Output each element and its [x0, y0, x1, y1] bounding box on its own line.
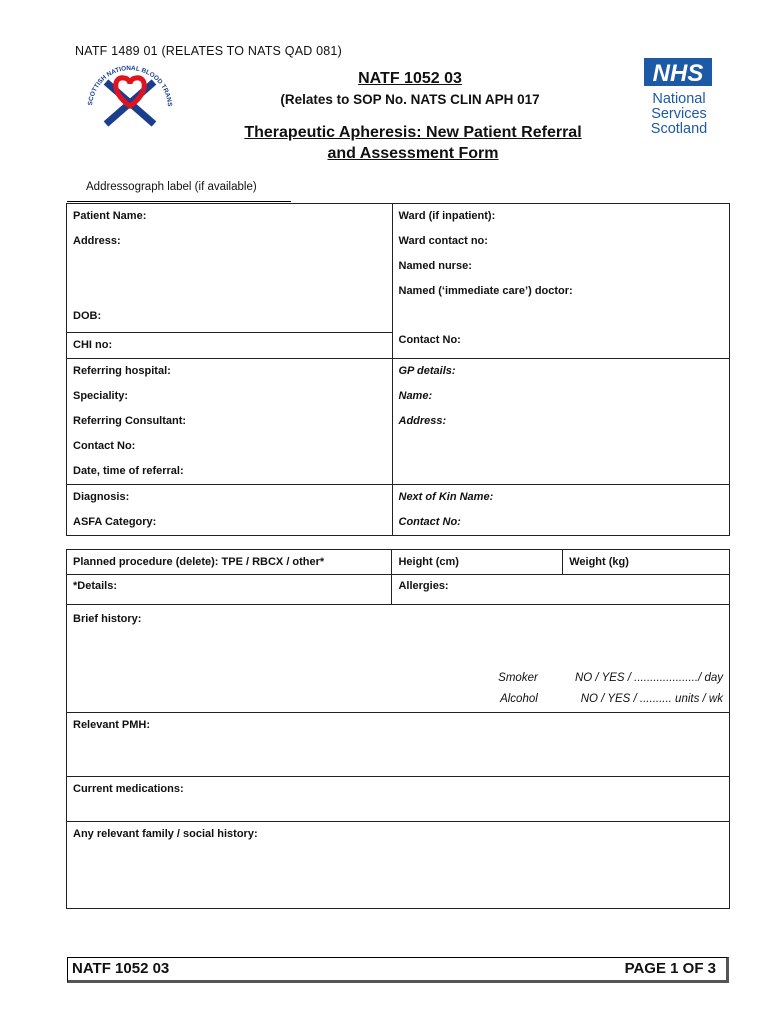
planned-procedure-label: Planned procedure (delete): TPE / RBCX / other* — [73, 556, 325, 568]
gp-details-cell[interactable] — [392, 359, 730, 485]
ward-details-cell[interactable] — [392, 204, 730, 359]
referring-hospital-label: Referring hospital: — [73, 365, 171, 377]
patient-identity-cell[interactable] — [67, 204, 393, 333]
date-time-referral-label: Date, time of referral: — [73, 465, 184, 477]
current-medications-label: Current medications: — [73, 783, 184, 795]
form-title-line-1: Therapeutic Apheresis: New Patient Referral — [244, 124, 582, 141]
footer-page-number: PAGE 1 OF 3 — [624, 960, 716, 977]
chi-label: CHI no: — [73, 339, 113, 351]
patient-details-table — [66, 203, 730, 536]
alcohol-label: Alcohol — [500, 693, 538, 705]
form-title — [208, 122, 618, 164]
gp-address-label: Address: — [398, 415, 447, 427]
document-code: NATF 1052 03 — [358, 70, 462, 87]
nhs-logo-line-3: Scotland — [650, 121, 708, 137]
nhs-nss-logo — [640, 58, 718, 146]
current-medications-cell[interactable] — [67, 777, 730, 822]
asfa-category-label: ASFA Category: — [73, 516, 157, 528]
referral-cell[interactable] — [67, 359, 393, 485]
referring-consultant-label: Referring Consultant: — [73, 415, 187, 427]
ward-label: Ward (if inpatient): — [398, 210, 496, 222]
snbts-logo-text: SCOTTISH NATIONAL BLOOD TRANS — [87, 64, 174, 107]
page-footer — [67, 957, 729, 983]
footer-document-code: NATF 1052 03 — [72, 960, 170, 977]
allergies-cell[interactable] — [392, 575, 730, 605]
family-social-history-cell[interactable] — [67, 822, 730, 909]
diagnosis-label: Diagnosis: — [73, 491, 130, 503]
allergies-label: Allergies: — [398, 580, 449, 592]
named-doctor-label: Named (‘immediate care’) doctor: — [398, 285, 573, 297]
smoker-label: Smoker — [498, 672, 538, 684]
diagnosis-cell[interactable] — [67, 485, 393, 536]
address-label: Address: — [73, 235, 121, 247]
nok-contact-label: Contact No: — [398, 516, 461, 528]
nhs-logo-line-1: National — [652, 91, 706, 107]
nhs-mark-text: NHS — [652, 60, 704, 86]
planned-procedure-cell[interactable] — [67, 550, 392, 575]
nhs-mark-icon — [644, 58, 712, 86]
sop-reference: (Relates to SOP No. NATS CLIN APH 017 — [280, 92, 540, 107]
next-of-kin-cell[interactable] — [392, 485, 730, 536]
speciality-label: Speciality: — [73, 390, 129, 402]
brief-history-label: Brief history: — [73, 613, 142, 625]
chi-cell[interactable] — [67, 333, 393, 359]
nhs-logo-line-2: Services — [651, 106, 707, 122]
dob-label: DOB: — [73, 310, 102, 322]
weight-label: Weight (kg) — [569, 556, 629, 568]
ward-contact-label: Ward contact no: — [398, 235, 488, 247]
addressograph-label: Addressograph label (if available) — [86, 181, 257, 193]
smoker-row — [498, 672, 723, 684]
ward-contact-no-label: Contact No: — [398, 334, 461, 346]
relevant-pmh-cell[interactable] — [67, 713, 730, 777]
alcohol-row — [500, 693, 723, 705]
height-label: Height (cm) — [398, 556, 459, 568]
family-social-history-label: Any relevant family / social history: — [73, 828, 258, 840]
brief-history-cell[interactable] — [67, 605, 730, 713]
details-label: *Details: — [73, 580, 118, 592]
height-cell[interactable] — [392, 550, 563, 575]
clinical-details-table — [66, 549, 730, 909]
alcohol-value: NO / YES / .......... units / wk — [580, 693, 723, 705]
relevant-pmh-label: Relevant PMH: — [73, 719, 151, 731]
named-nurse-label: Named nurse: — [398, 260, 472, 272]
snbts-logo — [80, 62, 180, 128]
patient-name-label: Patient Name: — [73, 210, 147, 222]
details-cell[interactable] — [67, 575, 392, 605]
nok-name-label: Next of Kin Name: — [398, 491, 494, 503]
document-reference: NATF 1489 01 (RELATES TO NATS QAD 081) — [75, 44, 342, 58]
smoker-value: NO / YES / ..................../ day — [574, 672, 723, 684]
form-title-line-2: and Assessment Form — [327, 145, 499, 162]
gp-details-label: GP details: — [398, 365, 456, 377]
weight-cell[interactable] — [563, 550, 730, 575]
referral-contact-no-label: Contact No: — [73, 440, 136, 452]
gp-name-label: Name: — [398, 390, 433, 402]
addressograph-divider — [67, 201, 291, 202]
